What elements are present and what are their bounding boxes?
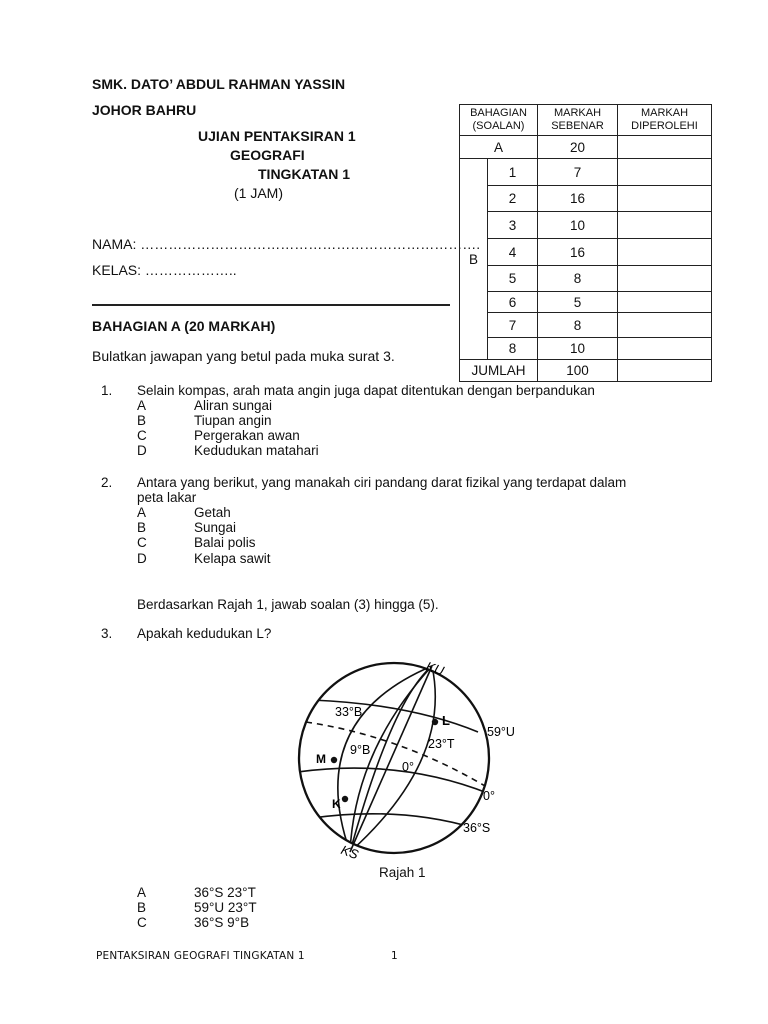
label-59u: 59°U [487, 725, 515, 739]
nama-dots: ………………………………………………………………. [140, 236, 481, 252]
header-bahagian: BAHAGIAN (SOALAN) [460, 105, 538, 136]
b-q-7: 7 [488, 313, 538, 338]
b-marks-4: 16 [538, 239, 618, 266]
label-k: K [332, 797, 341, 811]
option-letter[interactable]: A [137, 885, 147, 900]
school-name: SMK. DATO’ ABDUL RAHMAN YASSIN [92, 76, 346, 92]
b-marks-3: 10 [538, 212, 618, 239]
option-text: Pergerakan awan [194, 428, 300, 443]
question-number: 2. [101, 475, 113, 490]
dashed-parallel [306, 722, 485, 786]
label-0-meridian: 0° [402, 760, 414, 774]
globe-diagram [290, 655, 530, 870]
option-letter[interactable]: D [137, 551, 147, 566]
b-q-4: 4 [488, 239, 538, 266]
kelas-line [92, 262, 237, 278]
option-text: 59°U 23°T [194, 900, 257, 915]
b-marks-7: 8 [538, 313, 618, 338]
level-title: TINGKATAN 1 [258, 166, 351, 182]
label-36s: 36°S [463, 821, 491, 835]
section-b-row [460, 159, 712, 186]
label-m: M [316, 752, 326, 766]
option-text: Tiupan angin [194, 413, 272, 428]
subject-title: GEOGRAFI [230, 147, 305, 163]
total-row [460, 360, 712, 382]
option-text: Balai polis [194, 535, 256, 550]
b-q-2: 2 [488, 186, 538, 212]
section-a-row [460, 136, 712, 159]
option-text: 36°S 23°T [194, 885, 256, 900]
option-letter[interactable]: A [137, 398, 147, 413]
section-b-row [460, 239, 712, 266]
section-b-row [460, 338, 712, 360]
option-letter[interactable]: B [137, 900, 147, 915]
total-marks: 100 [538, 360, 618, 382]
b-marks-5: 8 [538, 266, 618, 292]
b-obtained-8[interactable] [618, 338, 712, 360]
option-text: Sungai [194, 520, 237, 535]
label-ks: KS [339, 842, 361, 863]
point-m [331, 757, 337, 763]
globe-caption: Rajah 1 [379, 865, 426, 880]
option-text: Kelapa sawit [194, 551, 271, 566]
header-markah-sebenar: MARKAH SEBENAR [538, 105, 618, 136]
section-b-row [460, 212, 712, 239]
b-marks-8: 10 [538, 338, 618, 360]
section-a-instruction: Bulatkan jawapan yang betul pada muka surat 3. [92, 348, 395, 364]
section-a-obtained[interactable] [618, 136, 712, 159]
header-markah-diperolehi: MARKAH DIPEROLEHI [618, 105, 712, 136]
point-l [432, 719, 438, 725]
section-b-label: B [460, 159, 488, 360]
exam-title: UJIAN PENTAKSIRAN 1 [198, 128, 356, 144]
b-q-3: 3 [488, 212, 538, 239]
b-marks-2: 16 [538, 186, 618, 212]
label-23t: 23°T [428, 737, 455, 751]
option-letter[interactable]: D [137, 443, 147, 458]
b-q-6: 6 [488, 292, 538, 313]
option-text: 36°S 9°B [194, 915, 250, 930]
school-city: JOHOR BAHRU [92, 102, 197, 118]
b-marks-1: 7 [538, 159, 618, 186]
b-q-5: 5 [488, 266, 538, 292]
option-letter[interactable]: C [137, 535, 147, 550]
section-b-row [460, 313, 712, 338]
page-number: 1 [391, 950, 398, 962]
option-text: Getah [194, 505, 231, 520]
b-q-8: 8 [488, 338, 538, 360]
label-l: L [442, 713, 450, 728]
section-b-row [460, 266, 712, 292]
option-letter[interactable]: B [137, 520, 147, 535]
rajah-intro: Berdasarkan Rajah 1, jawab soalan (3) hingga (5). [137, 597, 439, 612]
question-text-continued: peta lakar [137, 490, 197, 505]
section-a-marks: 20 [538, 136, 618, 159]
b-obtained-5[interactable] [618, 266, 712, 292]
nama-line [92, 236, 480, 252]
b-obtained-6[interactable] [618, 292, 712, 313]
option-letter[interactable]: C [137, 428, 147, 443]
equator [298, 768, 490, 794]
label-33b: 33°B [335, 705, 363, 719]
b-q-1: 1 [488, 159, 538, 186]
section-b-row [460, 186, 712, 212]
kelas-dots: ……………….. [144, 262, 237, 278]
option-letter[interactable]: B [137, 413, 147, 428]
parallel-36s [312, 814, 474, 828]
marks-header-row [460, 105, 712, 136]
total-obtained[interactable] [618, 360, 712, 382]
globe-axis [350, 666, 432, 852]
section-b-row [460, 292, 712, 313]
point-k [342, 796, 348, 802]
label-0-equator: 0° [483, 789, 495, 803]
question-number: 1. [101, 383, 113, 398]
b-obtained-1[interactable] [618, 159, 712, 186]
section-a-label: A [460, 136, 538, 159]
option-text: Kedudukan matahari [194, 443, 319, 458]
divider-line [92, 304, 450, 306]
b-obtained-3[interactable] [618, 212, 712, 239]
footer-text: PENTAKSIRAN GEOGRAFI TINGKATAN 1 [96, 950, 305, 962]
b-obtained-7[interactable] [618, 313, 712, 338]
b-obtained-4[interactable] [618, 239, 712, 266]
section-a-title: BAHAGIAN A (20 MARKAH) [92, 318, 276, 334]
exam-duration: (1 JAM) [234, 185, 283, 201]
b-obtained-2[interactable] [618, 186, 712, 212]
kelas-label: KELAS: [92, 262, 142, 278]
question-text: Selain kompas, arah mata angin juga dapat ditentukan dengan berpandukan [137, 383, 595, 398]
label-ku: KU [424, 658, 446, 679]
marks-table [459, 104, 712, 382]
question-text: Apakah kedudukan L? [137, 626, 272, 641]
label-9b: 9°B [350, 743, 371, 757]
question-text: Antara yang berikut, yang manakah ciri pandang darat fizikal yang terdapat dalam [137, 475, 627, 490]
total-label: JUMLAH [460, 360, 538, 382]
option-letter[interactable]: A [137, 505, 147, 520]
b-marks-6: 5 [538, 292, 618, 313]
question-number: 3. [101, 626, 113, 641]
option-letter[interactable]: C [137, 915, 147, 930]
option-text: Aliran sungai [194, 398, 273, 413]
nama-label: NAMA: [92, 236, 137, 252]
